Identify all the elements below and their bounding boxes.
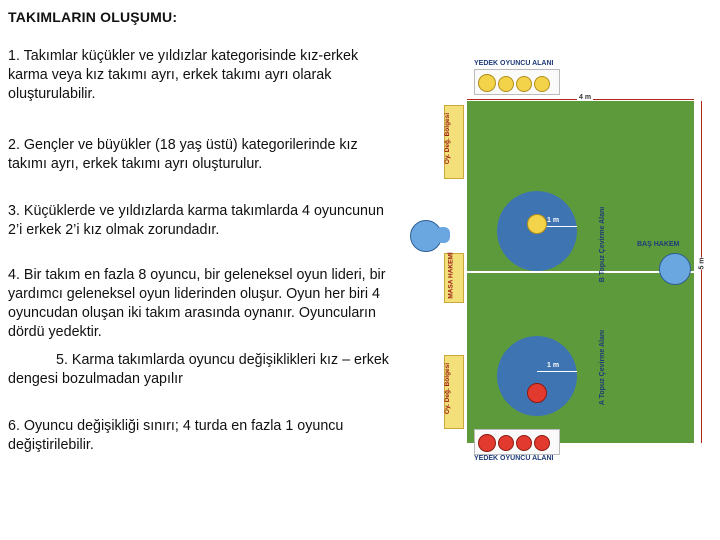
- bottom-bench-label: YEDEK OYUNCU ALANI: [474, 455, 554, 462]
- item-text: Küçüklerde ve yıldızlarda karma takımlarda 4 oyuncunun 2’i erkek 2’i kız olmak zorundadır.: [8, 203, 384, 238]
- player-icon: [534, 435, 550, 451]
- bottom-bench: [474, 429, 560, 455]
- item-number: 4.: [8, 267, 20, 283]
- list-item: [8, 417, 400, 455]
- item-number: 1.: [8, 48, 20, 64]
- player-icon: [534, 76, 550, 92]
- radius-label: 1 m: [547, 217, 560, 224]
- player-icon: [478, 434, 496, 452]
- item-text: Takımlar küçükler ve yıldızlar kategorisinde kız-erkek karma veya kız takımı ayrı, erkek takımı ayrı olarak oluşturulabilir.: [8, 48, 359, 102]
- item-text: Bir takım en fazla 8 oyuncu, bir geleneksel oyun lideri, bir yardımcı geleneksel oyun liderinden oluşur. Oyun her biri 4 oyuncudan oluşan iki takım arasında oynanır. Oyuncuların dördü yedektir.: [8, 267, 386, 340]
- radius-label: 1 m: [547, 362, 560, 369]
- item-text: Gençler ve büyükler (18 yaş üstü) kategorilerinde kız takımı ayrı, erkek takımı ayrı oluşturulur.: [8, 137, 358, 172]
- item-text: Oyuncu değişikliği sınırı; 4 turda en fazla 1 oyuncu değiştirilebilir.: [8, 418, 344, 453]
- player-icon: [516, 435, 532, 451]
- list-item: [8, 136, 400, 174]
- player-icon: [478, 74, 496, 92]
- substitution-zone-label: Oy. Değ. Bölgesi: [444, 362, 452, 415]
- length-label: 5 m: [698, 257, 706, 270]
- substitution-zone-label: Oy. Değ. Bölgesi: [444, 112, 452, 165]
- team-b-player-icon: [527, 214, 547, 234]
- width-label: 4 m: [579, 94, 592, 101]
- hand-icon: [436, 227, 450, 243]
- circle-a: [497, 336, 577, 416]
- player-icon: [498, 435, 514, 451]
- team-a-player-icon: [527, 383, 547, 403]
- player-icon: [516, 76, 532, 92]
- list-item: [8, 351, 400, 389]
- item-number: 6.: [8, 418, 20, 434]
- list-item: [8, 47, 400, 104]
- page-title: TAKIMLARIN OLUŞUMU:: [8, 9, 178, 25]
- zone-a-label: A Topuz Çevirme Alanı: [599, 329, 607, 406]
- length-dimension-line: [701, 101, 702, 443]
- head-referee-label: BAŞ HAKEM: [637, 241, 680, 248]
- top-bench: [474, 69, 560, 95]
- table-referee-label: MASA HAKEMİ: [447, 252, 455, 299]
- item-text: Karma takımlarda oyuncu değişiklikleri kız – erkek dengesi bozulmadan yapılır: [8, 352, 389, 387]
- item-number: 2.: [8, 137, 20, 153]
- item-number: 5.: [56, 352, 68, 368]
- list-item: [8, 266, 400, 342]
- head-referee-icon: [659, 253, 691, 285]
- player-icon: [498, 76, 514, 92]
- list-item: [8, 202, 400, 240]
- court-diagram: [400, 55, 720, 475]
- court: [467, 101, 694, 443]
- zone-b-label: B Topuz Çevirme Alanı: [599, 206, 607, 283]
- item-number: 3.: [8, 203, 20, 219]
- radius-line: [537, 371, 577, 372]
- top-bench-label: YEDEK OYUNCU ALANI: [474, 60, 554, 67]
